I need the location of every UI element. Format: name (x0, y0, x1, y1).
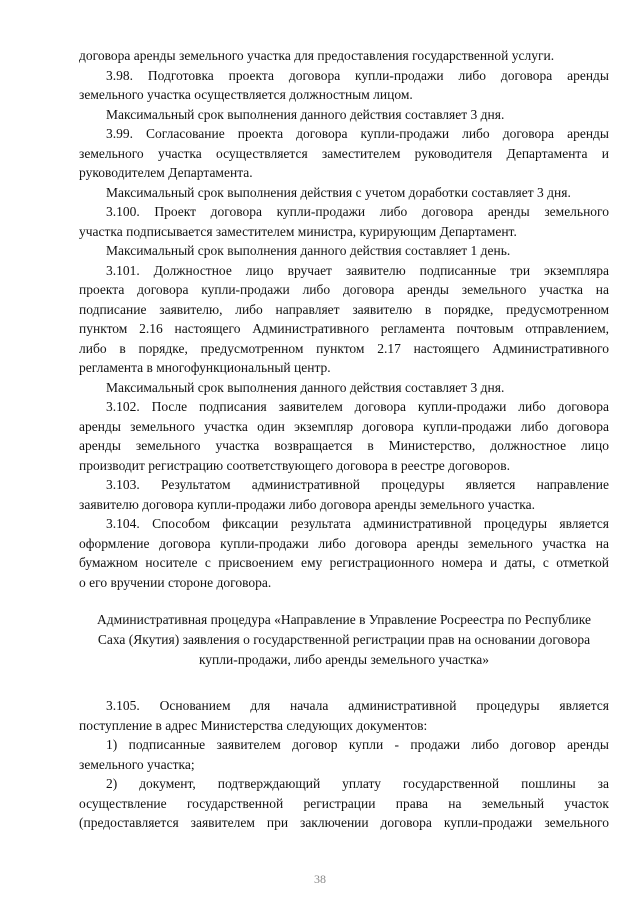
paragraph-line: Максимальный срок выполнения данного действия составляет 3 дня. (106, 106, 505, 122)
paragraph-line: 3.105. Основанием для начала административной процедуры является (106, 698, 609, 713)
paragraph-line: 3.100. Проект договора купли-продажи либо договора аренды земельного (106, 204, 609, 219)
document-page (79, 46, 609, 833)
paragraph-line: бумажном носителе с присвоением ему регистрационного номера и даты, с отметкой (79, 555, 609, 570)
paragraph-line: Максимальный срок выполнения данного действия составляет 3 дня. (106, 379, 505, 395)
paragraph-line: 3.104. Способом фиксации результата административной процедуры является (106, 516, 609, 531)
paragraph-line: заявителю договора купли-продажи либо договора аренды земельного участка. (79, 496, 536, 512)
paragraph-line: 3.102. После подписания заявителем договора купли-продажи либо договора (106, 399, 609, 414)
paragraph-line: 3.99. Согласование проекта договора купли-продажи либо договора аренды (106, 126, 609, 141)
heading-line: купли-продажи, либо аренды земельного участка» (198, 652, 490, 667)
paragraph-line: проекта договора купли-продажи либо договора аренды земельного участка на (79, 282, 609, 297)
paragraph-line: о его вручении стороне договора. (79, 574, 272, 590)
paragraph-line: аренды земельного участка один экземпляр договора купли-продажи либо договора (79, 418, 609, 434)
paragraph-line: Максимальный срок выполнения действия с учетом доработки составляет 3 дня. (106, 184, 571, 200)
paragraph-line: Максимальный срок выполнения данного действия составляет 1 день. (106, 243, 511, 258)
section-heading (79, 610, 609, 670)
page-number: 38 (314, 872, 326, 886)
body-text-top (79, 46, 609, 592)
paragraph-line: поступление в адрес Министерства следующих документов: (79, 717, 428, 733)
paragraph-line: руководителем Департамента. (79, 165, 253, 180)
paragraph-line: производит регистрацию соответствующего договора в реестре договоров. (79, 457, 510, 473)
paragraph-line: 3.103. Результатом административной процедуры является направление (106, 477, 609, 492)
paragraph-line: пунктом 2.16 настоящего Административного регламента почтовым отправлением, (79, 321, 609, 336)
paragraph-line: земельного участка осуществляется должностным лицом. (79, 87, 413, 102)
paragraph-line: земельного участка; (79, 756, 195, 772)
paragraph-line: 2) документ, подтверждающий уплату государственной пошлины за (106, 776, 609, 791)
paragraph-line: аренды земельного участка возвращается в Министерство, должностное лицо (79, 438, 609, 453)
paragraph-line: либо в порядке, предусмотренном пунктом 2.17 настоящего Административного (79, 340, 609, 356)
paragraph-line: договора аренды земельного участка для предоставления государственной услуги. (79, 48, 555, 63)
spacer (79, 592, 609, 610)
heading-line: Административная процедура «Направление в Управление Росреестра по Республике (97, 612, 591, 627)
heading-line: Саха (Якутия) заявления о государственной регистрации прав на основании договора (97, 632, 591, 647)
paragraph-line: 3.98. Подготовка проекта договора купли-продажи либо договора аренды (106, 67, 609, 83)
paragraph-line: (предоставляется заявителем при заключении договора купли-продажи земельного (79, 815, 609, 830)
paragraph-line: регламента в многофункциональный центр. (79, 360, 331, 375)
paragraph-line: 3.101. Должностное лицо вручает заявителю подписанные три экземпляра (106, 262, 609, 278)
spacer (79, 670, 609, 696)
paragraph-line: оформление договора купли-продажи либо договора аренды земельного участка на (79, 535, 609, 551)
paragraph-line: подписание заявителю, либо направляет заявителю в порядке, предусмотренном (79, 301, 609, 317)
paragraph-line: осуществление государственной регистрации права на земельный участок (79, 795, 609, 811)
paragraph-line: участка подписывается заместителем министра, курирующим Департамент. (79, 223, 517, 239)
paragraph-line: земельного участка осуществляется заместителем руководителя Департамента и (79, 145, 609, 161)
body-text-bottom (79, 696, 609, 833)
paragraph-line: 1) подписанные заявителем договор купли - продажи либо договор аренды (106, 737, 609, 752)
